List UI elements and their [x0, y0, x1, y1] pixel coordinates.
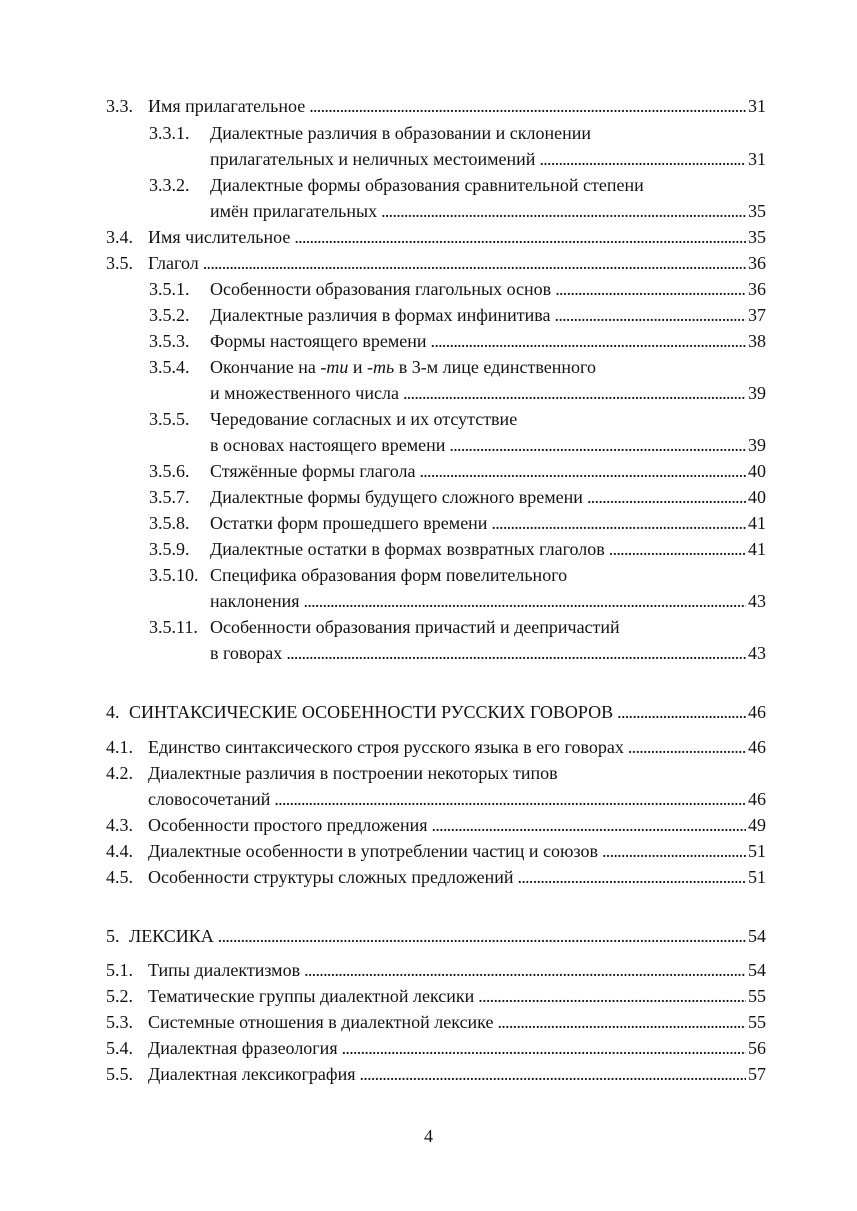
- toc-number: 5.: [106, 926, 120, 946]
- dot-leader: [478, 983, 746, 1009]
- dot-leader: [203, 250, 746, 276]
- toc-entry-3-5-11-cont: [149, 640, 766, 666]
- toc-number: 3.5.4.: [149, 357, 190, 377]
- dot-leader: [304, 957, 746, 983]
- toc-title: Специфика образования форм повелительного: [210, 565, 568, 585]
- toc-page: 35: [748, 201, 766, 221]
- dot-leader: [286, 640, 746, 666]
- toc-entry-3-5-10-cont: [149, 588, 766, 614]
- toc-number: 3.5.9.: [149, 539, 190, 559]
- toc-title: Диалектные различия в формах инфинитива: [210, 305, 551, 325]
- dot-leader: [497, 1009, 746, 1035]
- toc-entry-3-5: [106, 250, 766, 276]
- toc-page: 39: [748, 383, 766, 403]
- toc-number: 4.: [106, 702, 120, 722]
- dot-leader: [431, 328, 746, 354]
- toc-chapter-5: [106, 923, 766, 949]
- dot-leader: [518, 864, 746, 890]
- toc-page: 41: [748, 539, 766, 559]
- toc-page: 35: [748, 227, 766, 247]
- toc-entry-3-5-5-cont: [149, 432, 766, 458]
- toc-entry-3-5-7: [149, 484, 766, 510]
- toc-entry-3-5-1: [149, 276, 766, 302]
- dot-leader: [359, 1061, 746, 1087]
- toc-title: Особенности образования глагольных основ: [210, 279, 552, 299]
- toc-entry-5-5: [106, 1061, 766, 1087]
- toc-entry-4-4: [106, 838, 766, 864]
- toc-number: 5.2.: [106, 986, 133, 1006]
- toc-title: Единство синтаксического строя русского языка в его говорах: [148, 737, 624, 757]
- toc-entry-5-4: [106, 1035, 766, 1061]
- toc-page: 51: [748, 867, 766, 887]
- dot-leader: [609, 536, 746, 562]
- ending-t: -ть: [367, 357, 395, 377]
- toc-entry-4-5: [106, 864, 766, 890]
- toc-title-cont: в основах настоящего времени: [210, 435, 446, 455]
- toc-entry-3-5-9: [149, 536, 766, 562]
- toc-page: 55: [748, 1012, 766, 1032]
- dot-leader: [342, 1035, 746, 1061]
- ending-ti: -ти: [320, 357, 349, 377]
- toc-page: 40: [748, 461, 766, 481]
- toc-title: Глагол: [148, 253, 199, 273]
- toc-title: Имя числительное: [148, 227, 291, 247]
- toc-title: Тематические группы диалектной лексики: [148, 986, 475, 1006]
- dot-leader: [218, 923, 746, 949]
- toc-number: 4.3.: [106, 815, 133, 835]
- toc-page: 43: [748, 591, 766, 611]
- toc-number: 4.1.: [106, 737, 133, 757]
- dot-leader: [555, 302, 746, 328]
- dot-leader: [381, 198, 746, 224]
- dot-leader: [587, 484, 746, 510]
- toc-title-cont: имён прилагательных: [210, 201, 378, 221]
- toc-number: 3.5.: [106, 253, 133, 273]
- dot-leader: [602, 838, 746, 864]
- dot-leader: [617, 699, 746, 725]
- dot-leader: [403, 380, 746, 406]
- toc-title: Типы диалектизмов: [148, 960, 301, 980]
- toc-entry-3-3-2: [149, 172, 766, 198]
- toc-number: 3.3.2.: [149, 175, 190, 195]
- toc-entry-4-2: [106, 760, 766, 786]
- dot-leader: [449, 432, 746, 458]
- toc-entry-3-3-2-cont: [149, 198, 766, 224]
- toc-entry-5-3: [106, 1009, 766, 1035]
- toc-title: Особенности структуры сложных предложений: [148, 867, 514, 887]
- toc-page: 36: [748, 253, 766, 273]
- toc-page: 54: [748, 926, 766, 946]
- toc-title-cont: наклонения: [210, 591, 300, 611]
- toc-page: 39: [748, 435, 766, 455]
- toc-entry-3-5-10: [149, 562, 766, 588]
- toc-page: 51: [748, 841, 766, 861]
- toc-title: Чередование согласных и их отсутствие: [210, 409, 518, 429]
- dot-leader: [309, 93, 746, 119]
- toc-page: 46: [748, 789, 766, 809]
- toc-entry-4-1: [106, 734, 766, 760]
- toc-entry-4-3: [106, 812, 766, 838]
- toc-number: 3.5.2.: [149, 305, 190, 325]
- toc-title: ЛЕКСИКА: [129, 926, 214, 946]
- toc-page: 54: [748, 960, 766, 980]
- toc-title: СИНТАКСИЧЕСКИЕ ОСОБЕННОСТИ РУССКИХ ГОВОРОВ: [129, 702, 614, 722]
- toc-page: 41: [748, 513, 766, 533]
- toc-page: 38: [748, 331, 766, 351]
- toc-page: 57: [748, 1064, 766, 1084]
- toc-page: 31: [748, 149, 766, 169]
- toc-chapter-4: [106, 699, 766, 725]
- toc-title: Формы настоящего времени: [210, 331, 427, 351]
- toc-title: Особенности простого предложения: [148, 815, 428, 835]
- toc-number: 3.5.11.: [149, 617, 198, 637]
- toc-number: 3.5.10.: [149, 565, 199, 585]
- dot-leader: [628, 734, 746, 760]
- toc-page: 31: [748, 96, 766, 116]
- dot-leader: [274, 786, 746, 812]
- toc-entry-3-5-3: [149, 328, 766, 354]
- toc-page: 43: [748, 643, 766, 663]
- toc-title: Диалектная фразеология: [148, 1038, 338, 1058]
- toc-number: 4.2.: [106, 763, 133, 783]
- toc-title: Диалектные различия в образовании и склонении: [210, 123, 591, 143]
- toc-entry-3-5-8: [149, 510, 766, 536]
- toc-title: Особенности образования причастий и деепричастий: [210, 617, 620, 637]
- toc-page: 46: [748, 737, 766, 757]
- dot-leader: [432, 812, 746, 838]
- dot-leader: [419, 458, 746, 484]
- toc-entry-3-3-1-cont: [149, 146, 766, 172]
- toc-entry-5-2: [106, 983, 766, 1009]
- dot-leader: [294, 224, 746, 250]
- toc-page: 56: [748, 1038, 766, 1058]
- toc-page: 37: [748, 305, 766, 325]
- toc-number: 3.4.: [106, 227, 133, 247]
- toc-number: 4.4.: [106, 841, 133, 861]
- toc-number: 3.5.6.: [149, 461, 190, 481]
- toc-title-cont: прилагательных и неличных местоимений: [210, 149, 536, 169]
- toc-entry-3-5-2: [149, 302, 766, 328]
- toc-entry-3-5-6: [149, 458, 766, 484]
- toc-page: 40: [748, 487, 766, 507]
- toc-entry-3-3: [106, 93, 766, 119]
- toc-number: 3.5.1.: [149, 279, 190, 299]
- toc-number: 5.5.: [106, 1064, 133, 1084]
- toc-title: Стяжённые формы глагола: [210, 461, 416, 481]
- toc-entry-3-5-4: [149, 354, 766, 380]
- toc-number: 3.5.7.: [149, 487, 190, 507]
- toc-page: 49: [748, 815, 766, 835]
- toc-title-cont: и множественного числа: [210, 383, 399, 403]
- toc-number: 5.3.: [106, 1012, 133, 1032]
- toc-page: 55: [748, 986, 766, 1006]
- toc-title: Диалектные особенности в употреблении частиц и союзов: [148, 841, 598, 861]
- toc-number: 3.3.1.: [149, 123, 190, 143]
- toc-entry-3-5-4-cont: [149, 380, 766, 406]
- toc-title: Имя прилагательное: [148, 96, 306, 116]
- toc-number: 5.4.: [106, 1038, 133, 1058]
- toc-entry-3-4: [106, 224, 766, 250]
- toc-title: Диалектные различия в построении некоторых типов: [148, 763, 558, 783]
- toc-title: Системные отношения в диалектной лексике: [148, 1012, 494, 1032]
- toc-entry-4-2-cont: [106, 786, 766, 812]
- toc-entry-3-3-1: [149, 120, 766, 146]
- toc-title-cont: словосочетаний: [148, 789, 271, 809]
- toc-entry-3-5-5: [149, 406, 766, 432]
- dot-leader: [539, 146, 746, 172]
- toc-entry-3-5-11: [149, 614, 766, 640]
- toc-number: 3.5.5.: [149, 409, 190, 429]
- toc-number: 3.5.8.: [149, 513, 190, 533]
- dot-leader: [555, 276, 746, 302]
- toc-title: Остатки форм прошедшего времени: [210, 513, 488, 533]
- toc-page: 36: [748, 279, 766, 299]
- toc-number: 4.5.: [106, 867, 133, 887]
- dot-leader: [304, 588, 746, 614]
- toc-page: 46: [748, 702, 766, 722]
- toc-title: Диалектные формы образования сравнительной степени: [210, 175, 644, 195]
- toc-number: 5.1.: [106, 960, 133, 980]
- toc-title: Окончание на -ти и -ть в 3-м лице единственного: [210, 357, 596, 377]
- dot-leader: [491, 510, 746, 536]
- toc-title: Диалектные остатки в формах возвратных глаголов: [210, 539, 605, 559]
- toc-title: Диалектная лексикография: [148, 1064, 356, 1084]
- page-number: 4: [424, 1126, 433, 1146]
- toc-entry-5-1: [106, 957, 766, 983]
- toc-title: Диалектные формы будущего сложного времени: [210, 487, 583, 507]
- toc-title-cont: в говорах: [210, 643, 283, 663]
- toc-number: 3.5.3.: [149, 331, 190, 351]
- toc-number: 3.3.: [106, 96, 133, 116]
